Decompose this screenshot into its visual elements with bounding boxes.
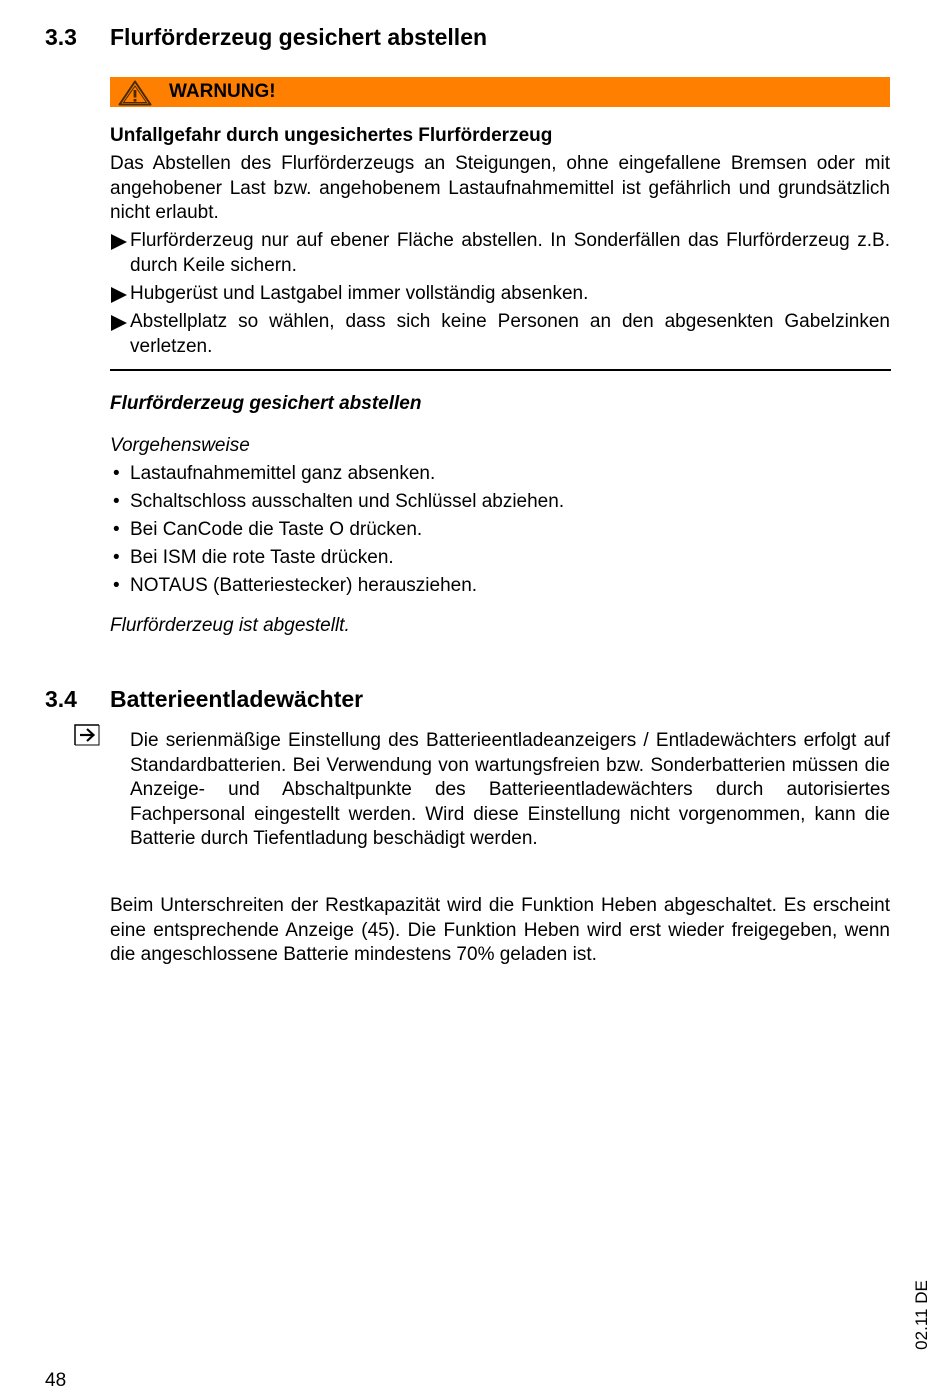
section-title: Batterieentladewächter: [110, 686, 364, 712]
bullet-marker: •: [113, 491, 120, 512]
triangle-bullet-icon: [110, 286, 128, 304]
note-text: Die serienmäßige Einstellung des Batterieentladeanzeigers / Entladewächters erfolgt auf Standardbatterien. Bei Verwendung von wartungsfreien bzw. Sonderbatterien müssen die Anzeige- und Abschaltpunkte des Batterieentladewächters durch autorisiertes Fachpersonal eingestellt werden. Wird diese Einstellung nicht vorgenommen, kann die Batterie durch Tiefentladung beschädigt werden.: [130, 730, 890, 849]
section-title: Flurförderzeug gesichert abstellen: [110, 24, 488, 50]
procedure-steps: [110, 462, 890, 602]
edition-label: [904, 1275, 940, 1355]
step-text: Schaltschloss ausschalten und Schlüssel abziehen.: [130, 491, 565, 512]
body-paragraph: Beim Unterschreiten der Restkapazität wird die Funktion Heben abgeschaltet. Es erscheint eine entsprechende Anzeige (45). Die Funktion Heben wird erst wieder freigegeben, wenn die angeschlossene Batterie mindestens 70% geladen ist.: [110, 895, 890, 965]
step-text: Lastaufnahmemittel ganz absenken.: [130, 463, 436, 484]
procedure-result: Flurförderzeug ist abgestellt.: [110, 615, 350, 636]
triangle-bullet-icon: [110, 314, 128, 332]
step-text: Bei ISM die rote Taste drücken.: [130, 547, 394, 568]
bullet-marker: •: [113, 463, 120, 484]
bullet-marker: •: [113, 519, 120, 540]
warning-item: [110, 310, 890, 359]
warning-item-text: Hubgerüst und Lastgabel immer vollständig absenken.: [130, 283, 589, 304]
warning-banner: [110, 77, 890, 107]
procedure-step: [110, 518, 890, 546]
warning-label: WARNUNG!: [169, 81, 276, 102]
step-text: NOTAUS (Batteriestecker) herausziehen.: [130, 575, 478, 596]
warning-item: [110, 229, 890, 278]
warning-item: [110, 282, 890, 307]
warning-triangle-icon: [118, 80, 152, 106]
section-number: 3.4: [45, 686, 77, 712]
step-text: Bei CanCode die Taste O drücken.: [130, 519, 423, 540]
page-number: 48: [45, 1370, 67, 1391]
bullet-marker: •: [113, 547, 120, 568]
section-number: 3.3: [45, 24, 77, 50]
procedure-step: [110, 490, 890, 518]
edition-text: 02.11 DE: [912, 1280, 931, 1350]
warning-divider: [110, 369, 891, 371]
warning-item-text: Flurförderzeug nur auf ebener Fläche abstellen. In Sonderfällen das Flurförderzeug z.B. durch Keile sichern.: [130, 230, 890, 276]
bullet-marker: •: [113, 575, 120, 596]
procedure-title: Flurförderzeug gesichert abstellen: [110, 393, 422, 414]
procedure-step: [110, 546, 890, 574]
procedure-step: [110, 574, 890, 602]
warning-headline: Unfallgefahr durch ungesichertes Flurförderzeug: [110, 125, 553, 146]
warning-text: Das Abstellen des Flurförderzeugs an Steigungen, ohne eingefallene Bremsen oder mit angehobener Last bzw. angehobenem Lastaufnahmemittel ist gefährlich und grundsätzlich nicht erlaubt.: [110, 153, 890, 223]
arrow-right-boxed-icon: [74, 724, 100, 746]
procedure-step: [110, 462, 890, 490]
warning-item-text: Abstellplatz so wählen, dass sich keine Personen an den abgesenkten Gabelzinken verletzen.: [130, 311, 890, 357]
triangle-bullet-icon: [110, 233, 128, 251]
procedure-label: Vorgehensweise: [110, 435, 250, 456]
